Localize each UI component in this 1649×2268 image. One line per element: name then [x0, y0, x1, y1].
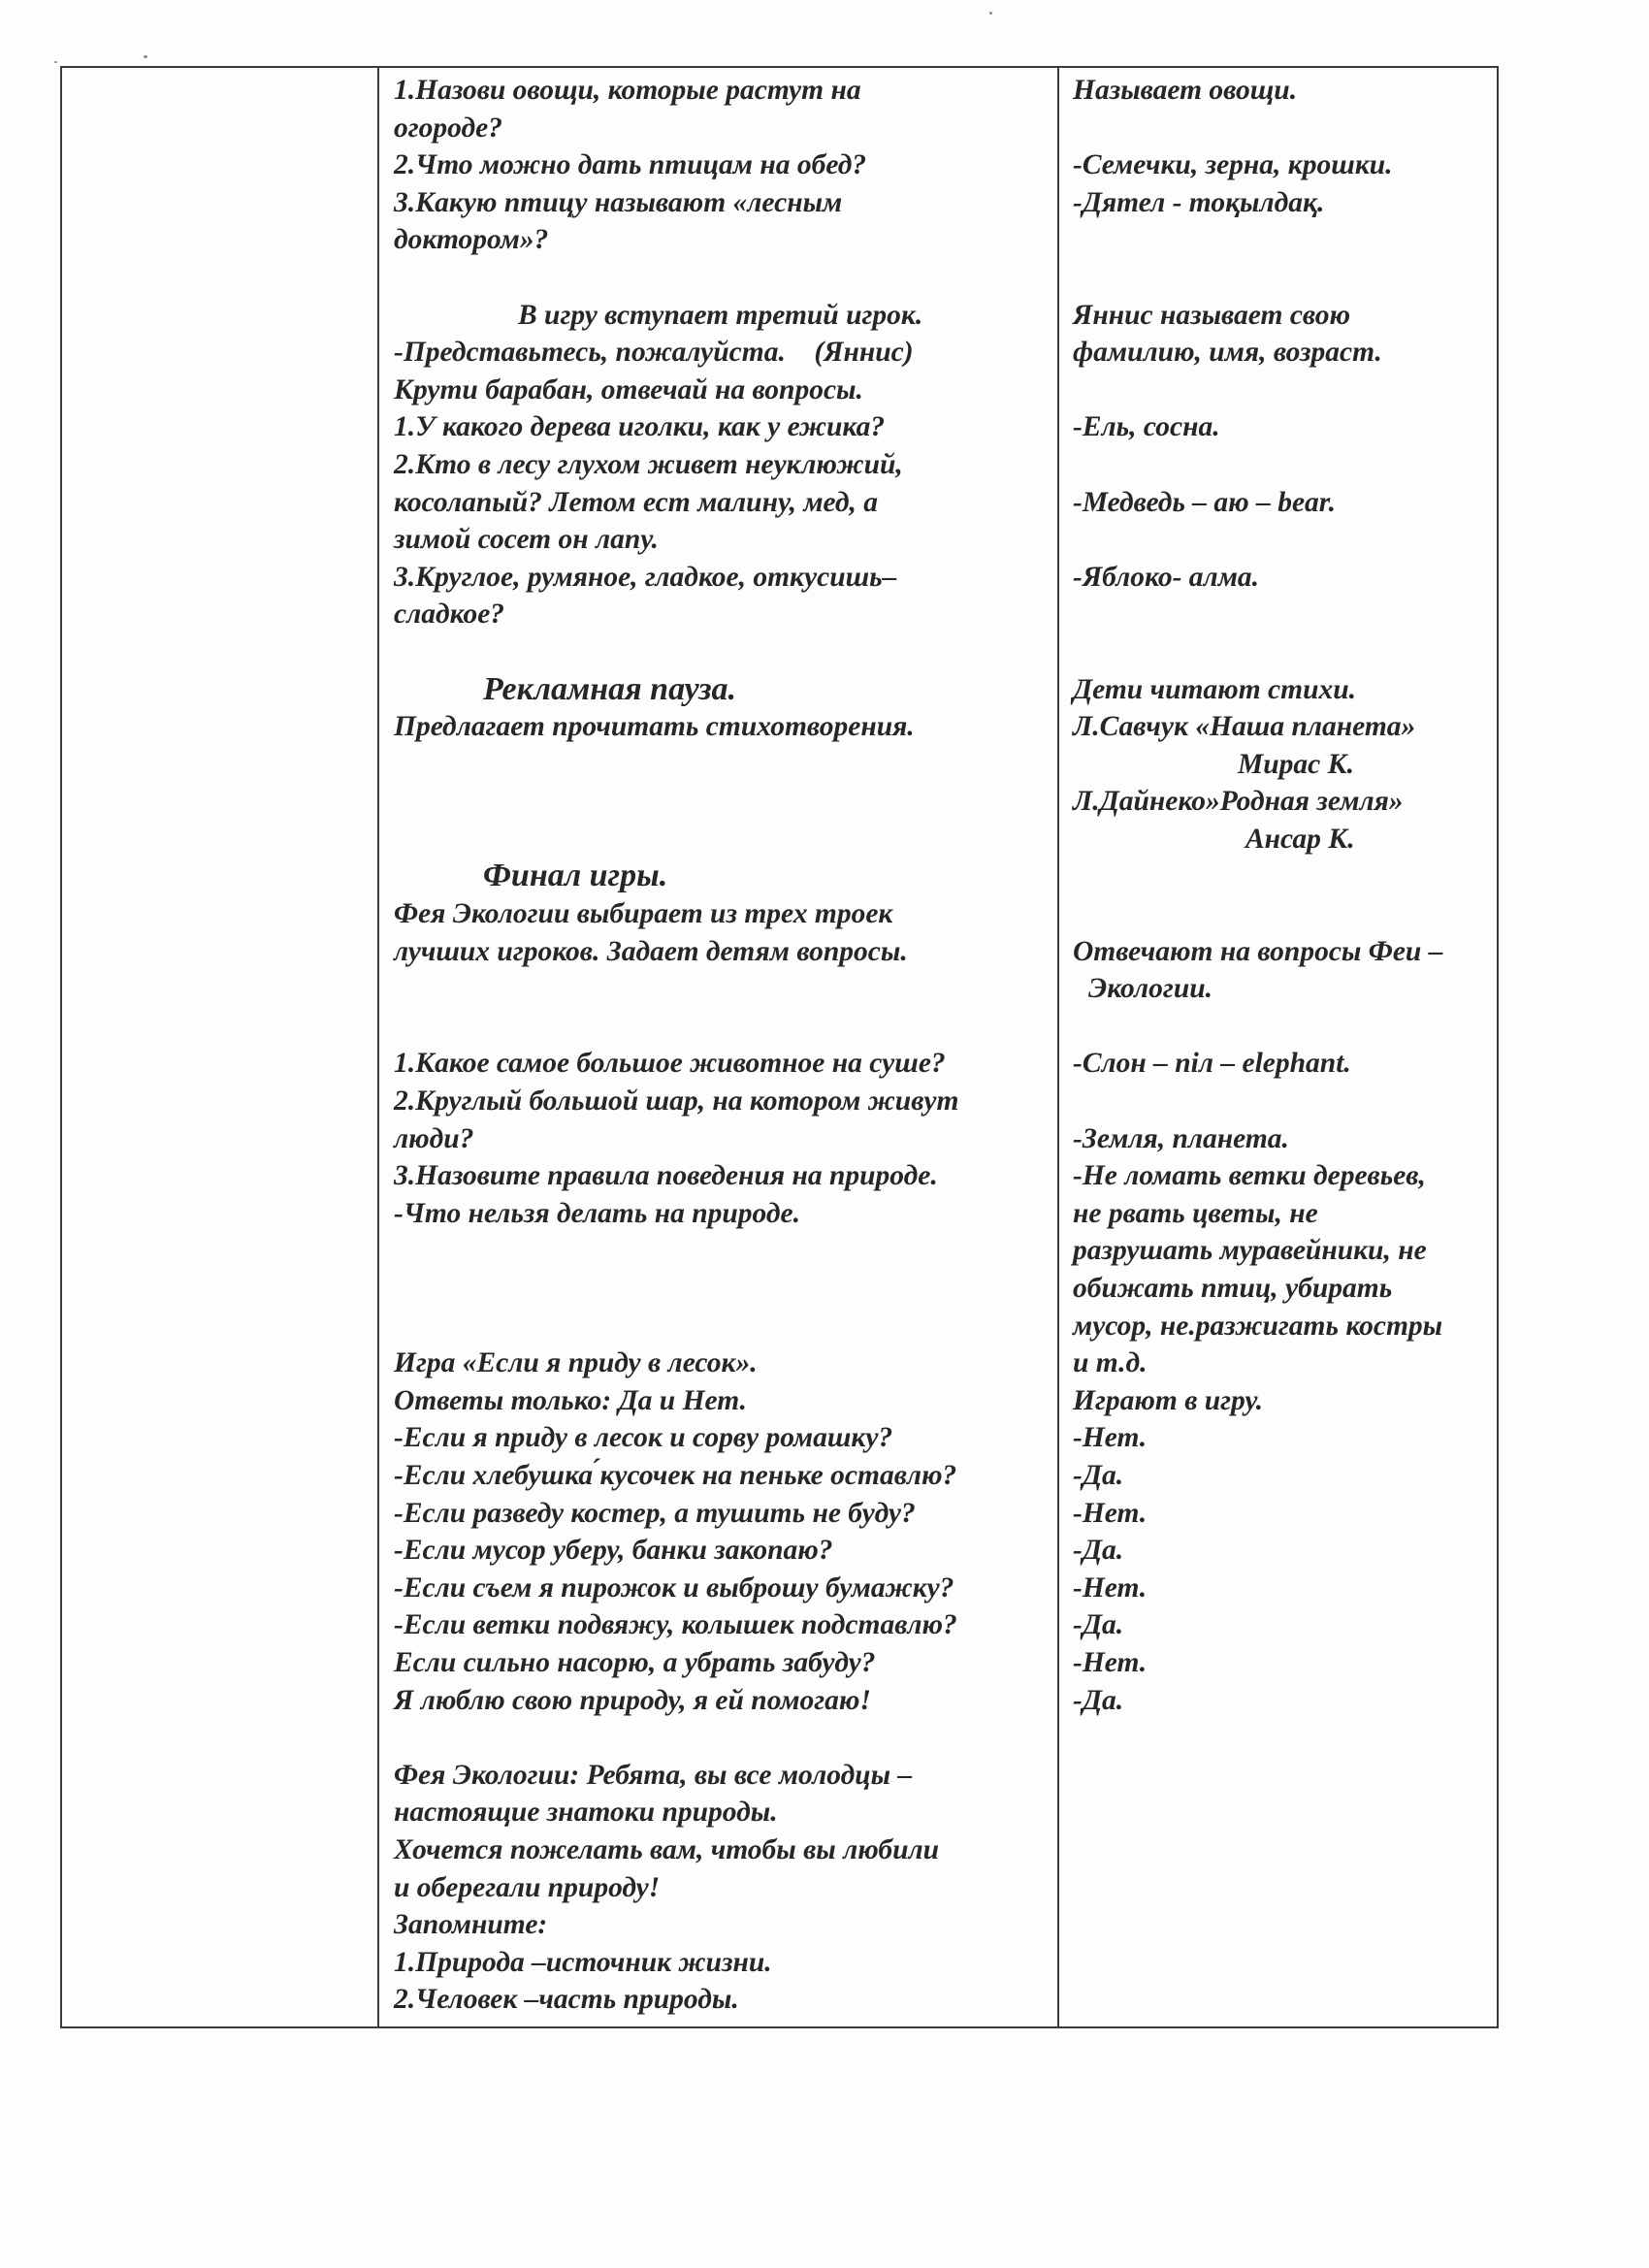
- question-line: косолапый? Летом ест малину, мед, а: [394, 486, 879, 518]
- answer-line: -Слон – піл – elephant.: [1073, 1048, 1351, 1080]
- question-line: сладкое?: [394, 599, 505, 631]
- question-line: 1.Назови овощи, которые растут на: [394, 75, 861, 106]
- yes-no-answer: -Да.: [1073, 1609, 1124, 1641]
- question-line: 3.Какую птицу называют «лесным: [394, 186, 843, 218]
- game-line: Я люблю свою природу, я ей помогаю!: [394, 1684, 871, 1716]
- children-activity-column: [1073, 68, 1500, 1719]
- game-line: Игра «Если я приду в лесок».: [394, 1347, 758, 1379]
- rules-line: разрушать муравейники, не: [1073, 1235, 1427, 1267]
- closing-line: 1.Природа –источник жизни.: [394, 1946, 772, 1978]
- question-line: 1.У какого дерева иголки, как у ежика?: [394, 411, 886, 443]
- final-question-line: люди?: [394, 1122, 474, 1154]
- answer-line: Называет овощи.: [1073, 75, 1298, 106]
- closing-line: и оберегали природу!: [394, 1871, 661, 1903]
- yes-no-answer: -Нет.: [1073, 1497, 1148, 1529]
- final-question-line: 2.Круглый большой шар, на котором живут: [394, 1085, 959, 1118]
- game-line: -Если мусор уберу, банки закопаю?: [394, 1535, 833, 1567]
- final-heading: Финал игры.: [483, 858, 668, 894]
- yes-no-answer: -Нет.: [1073, 1646, 1148, 1678]
- game-line: -Если хлебушка ́кусочек на пеньке оставлю?: [394, 1459, 957, 1491]
- answer-line: Яннис называет свою: [1073, 299, 1350, 331]
- poems-line: Л.Дайнеко»Родная земля»: [1073, 786, 1404, 818]
- rules-line: мусор, не.разжигать костры: [1073, 1310, 1443, 1342]
- final-intro-line: Фея Экологии выбирает из трех троек: [394, 898, 893, 930]
- yes-no-answer: -Нет.: [1073, 1571, 1148, 1604]
- rules-line: не рвать цветы, не: [1073, 1197, 1318, 1229]
- rules-line: -Не ломать ветки деревьев,: [1073, 1160, 1426, 1192]
- scan-speck: [54, 61, 57, 63]
- question-line: огороде?: [394, 112, 502, 144]
- question-line: 3.Круглое, румяное, гладкое, откусишь–: [394, 561, 897, 593]
- game-line: -Если ветки подвяжу, колышек подставлю?: [394, 1609, 957, 1641]
- play-line: Играют в игру.: [1073, 1384, 1264, 1416]
- question-line: 2.Что можно дать птицам на обед?: [394, 149, 867, 181]
- poems-line: Дети читают стихи.: [1073, 673, 1357, 705]
- lesson-table: [60, 66, 1499, 2028]
- teacher-activity-column: [394, 68, 1053, 2019]
- final-question-line: -Что нельзя делать на природе.: [394, 1197, 800, 1229]
- game-line: Если сильно насорю, а убрать забуду?: [394, 1646, 876, 1678]
- game-line: -Если съем я пирожок и выброшу бумажку?: [394, 1571, 954, 1604]
- yes-no-answer: -Нет.: [1073, 1422, 1148, 1454]
- closing-line: Фея Экологии: Ребята, вы все молодцы –: [394, 1759, 913, 1791]
- answer-line: -Земля, планета.: [1073, 1122, 1289, 1154]
- scan-speck: [144, 55, 147, 58]
- game-line: -Если я приду в лесок и сорву ромашку?: [394, 1422, 893, 1454]
- ad-pause-heading: Рекламная пауза.: [483, 670, 737, 707]
- ad-pause-text: Предлагает прочитать стихотворения.: [394, 711, 915, 743]
- yes-no-answer: -Да.: [1073, 1684, 1124, 1716]
- poems-line: Мирас К.: [1238, 748, 1354, 780]
- third-player-intro: В игру вступает третий игрок.: [518, 299, 923, 331]
- final-question-line: 3.Назовите правила поведения на природе.: [394, 1160, 938, 1192]
- rules-line: обижать птиц, убирать: [1073, 1273, 1393, 1304]
- fairy-answer-line: Отвечают на вопросы Феи –: [1073, 935, 1443, 967]
- closing-line: Запомните:: [394, 1909, 548, 1941]
- answer-line: -Дятел - тоқылдақ.: [1073, 186, 1325, 218]
- column-divider-right: [1057, 68, 1059, 2026]
- answer-line: -Яблоко- алма.: [1073, 561, 1260, 593]
- game-line: -Если разведу костер, а тушить не буду?: [394, 1497, 916, 1529]
- question-line: Крути барабан, отвечай на вопросы.: [394, 373, 863, 405]
- question-line: -Представьтесь, пожалуйста. (Яннис): [394, 337, 914, 369]
- final-intro-line: лучших игроков. Задает детям вопросы.: [394, 935, 908, 967]
- poems-line: Ансар К.: [1245, 823, 1355, 855]
- answer-line: -Медведь – аю – bear.: [1073, 486, 1337, 518]
- closing-line: Хочется пожелать вам, чтобы вы любили: [394, 1833, 940, 1865]
- closing-line: 2.Человек –часть природы.: [394, 1984, 739, 2016]
- answer-line: фамилию, имя, возраст.: [1073, 337, 1382, 369]
- game-line: Ответы только: Да и Нет.: [394, 1384, 747, 1416]
- question-line: зимой сосет он лапу.: [394, 524, 659, 556]
- poems-line: Л.Савчук «Наша планета»: [1073, 711, 1416, 743]
- column-divider-left: [377, 68, 379, 2026]
- fairy-answer-line: Экологии.: [1088, 973, 1213, 1005]
- yes-no-answer: -Да.: [1073, 1535, 1124, 1567]
- rules-line: и т.д.: [1073, 1347, 1148, 1379]
- answer-line: -Семечки, зерна, крошки.: [1073, 149, 1393, 181]
- question-line: доктором»?: [394, 224, 549, 256]
- final-question-line: 1.Какое самое большое животное на суше?: [394, 1048, 946, 1080]
- scan-speck: [989, 12, 992, 15]
- question-line: 2.Кто в лесу глухом живет неуклюжий,: [394, 448, 903, 480]
- answer-line: -Ель, сосна.: [1073, 411, 1220, 443]
- yes-no-answer: -Да.: [1073, 1459, 1124, 1491]
- closing-line: настоящие знатоки природы.: [394, 1797, 778, 1829]
